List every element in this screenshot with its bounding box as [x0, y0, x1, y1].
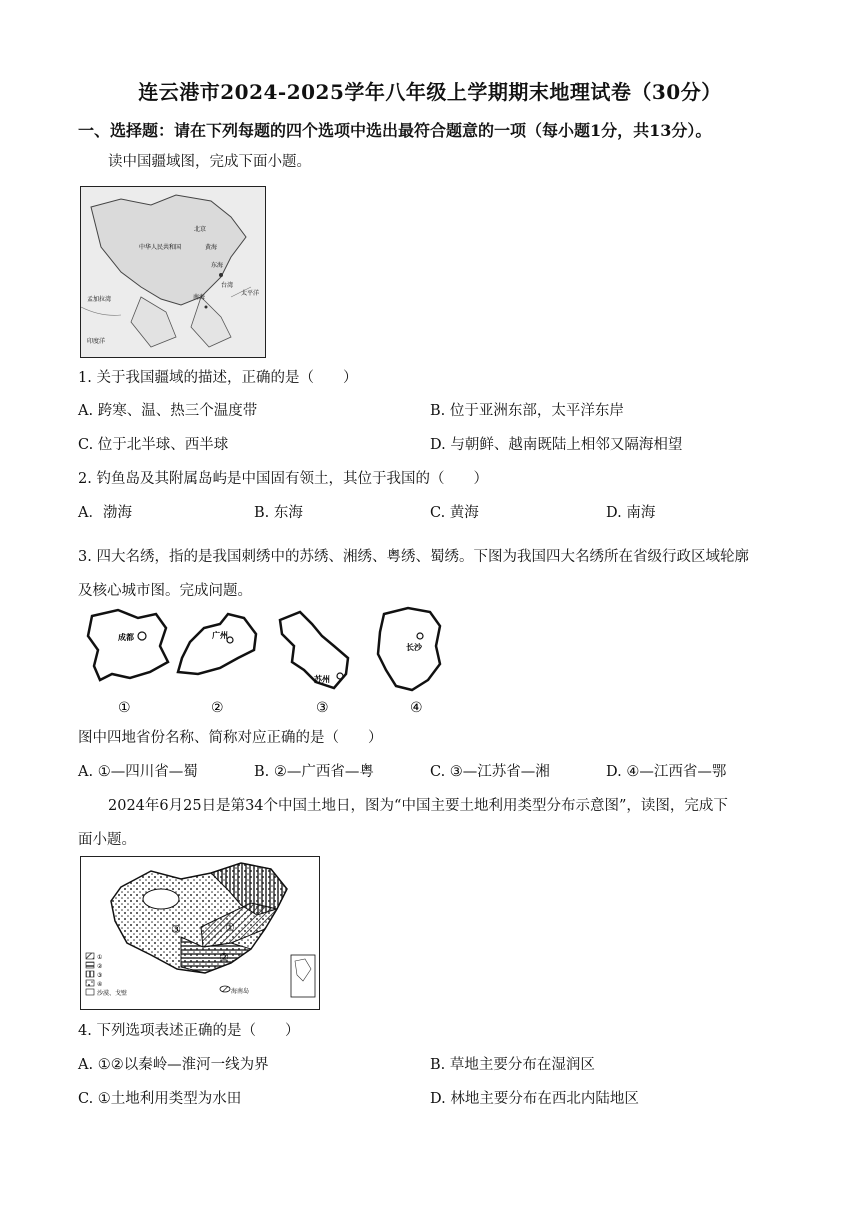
q4-stem: 4. 下列选项表述正确的是（ ）	[78, 1023, 300, 1039]
intro-text: 读中国疆域图，完成下面小题。	[108, 154, 311, 170]
q3-option-a[interactable]: A. ①—四川省—蜀	[78, 764, 198, 780]
map-graphic	[81, 187, 265, 357]
q4-option-d[interactable]: D. 林地主要分布在西北内陆地区	[430, 1091, 639, 1107]
figure-num-2: ②	[211, 700, 224, 716]
map-label-pacific: 太平洋	[241, 290, 260, 297]
china-territory-map	[80, 186, 266, 358]
q2-stem: 2. 钓鱼岛及其附属岛屿是中国固有领土，其位于我国的（ ）	[78, 471, 488, 487]
q4-option-c[interactable]: C. ①土地利用类型为水田	[78, 1091, 242, 1107]
q3-ask: 图中四地省份名称、简称对应正确的是（ ）	[78, 730, 383, 746]
legend-item-1: ①	[97, 954, 103, 961]
q2-option-a[interactable]: A．渤海	[78, 505, 132, 521]
city-suzhou: 苏州	[314, 675, 330, 684]
q1-stem: 1. 关于我国疆域的描述，正确的是（ ）	[78, 370, 358, 386]
q4-option-b[interactable]: B. 草地主要分布在湿润区	[430, 1057, 595, 1073]
map2-label-1: ①	[225, 921, 235, 934]
q3-option-b[interactable]: B. ②—广西省—粤	[254, 764, 374, 780]
land-use-map	[80, 856, 320, 1010]
map-label-east-sea: 东海	[211, 262, 224, 269]
map-label-prc: 中华人民共和国	[139, 244, 182, 251]
map-label-yellow-sea: 黄海	[205, 244, 218, 251]
q1-option-a[interactable]: A. 跨寒、温、热三个温度带	[78, 403, 258, 419]
q4-option-a[interactable]: A. ①②以秦岭—淮河一线为界	[78, 1057, 269, 1073]
map-label-indian-ocean: 印度洋	[87, 338, 106, 345]
city-changsha: 长沙	[406, 643, 422, 652]
q3-option-d[interactable]: D. ④—江西省—鄂	[606, 764, 727, 780]
figure-num-4: ④	[410, 700, 423, 716]
city-chengdu: 成都	[118, 633, 134, 642]
south-sea-inset	[291, 955, 315, 997]
legend-item-desert: 沙漠、戈壁	[97, 990, 128, 997]
q3-option-c[interactable]: C. ③—江苏省—湘	[430, 764, 550, 780]
q3-stem-line1: 3. 四大名绣，指的是我国刺绣中的苏绣、湘绣、粤绣、蜀绣。下图为我国四大名绣所在省级行政区域轮廓	[78, 549, 749, 565]
map2-label-2: ②	[219, 951, 229, 964]
intro2-line1: 2024年6月25日是第34个中国土地日，图为“中国主要土地利用类型分布示意图”，读图，完成下	[108, 798, 728, 814]
q2-option-b[interactable]: B. 东海	[254, 505, 303, 521]
figure-num-1: ①	[118, 700, 131, 716]
province-outlines-figure	[78, 606, 458, 718]
intro2-line2: 面小题。	[78, 832, 136, 848]
map2-label-hainan: 海南岛	[231, 988, 250, 995]
city-guangzhou: 广州	[212, 631, 228, 640]
q2-option-c[interactable]: C. 黄海	[430, 505, 479, 521]
legend-item-4: ④	[97, 981, 103, 988]
section-heading: 一、选择题：请在下列每题的四个选项中选出最符合题意的一项（每小题1分，共13分）。	[78, 121, 712, 140]
map-label-bay-of-bengal: 孟加拉湾	[87, 296, 112, 303]
q1-option-d[interactable]: D. 与朝鲜、越南既陆上相邻又隔海相望	[430, 437, 683, 453]
q3-stem-line2: 及核心城市图。完成问题。	[78, 583, 252, 599]
map2-legend	[86, 953, 127, 997]
page-title: 连云港市2024-2025学年八年级上学期期末地理试卷（30分）	[138, 80, 722, 104]
map-label-taiwan: 台湾	[221, 282, 234, 289]
map2-label-3: ③	[171, 923, 181, 936]
map-label-beijing: 北京	[194, 226, 207, 233]
province-outlines	[78, 606, 458, 718]
legend-item-3: ③	[97, 972, 103, 979]
legend-item-2: ②	[97, 963, 103, 970]
land-use-graphic	[81, 857, 319, 1009]
q1-option-c[interactable]: C. 位于北半球、西半球	[78, 437, 229, 453]
map-label-south-sea: 南海	[193, 294, 206, 301]
q2-option-d[interactable]: D. 南海	[606, 505, 656, 521]
q1-option-b[interactable]: B. 位于亚洲东部，太平洋东岸	[430, 403, 624, 419]
figure-num-3: ③	[316, 700, 329, 716]
